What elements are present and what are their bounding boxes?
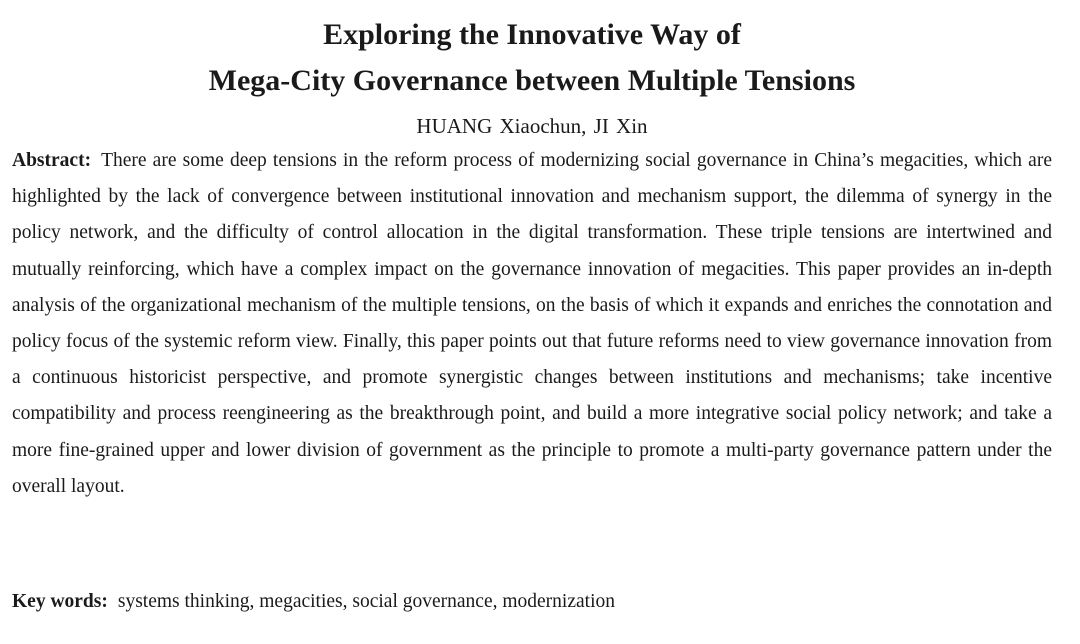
keywords-label: Key words: — [12, 591, 108, 612]
abstract-label: Abstract: — [12, 150, 92, 171]
keywords-text: systems thinking, megacities, social governance, modernization — [117, 591, 615, 612]
abstract-paragraph — [12, 143, 1052, 505]
paper-title-line-2: Mega-City Governance between Multiple Tensions — [208, 64, 856, 97]
keywords-line — [12, 584, 615, 620]
paper-title-line-1: Exploring the Innovative Way of — [323, 18, 741, 51]
author-line: HUANG Xiaochun, JI Xin — [416, 114, 648, 138]
abstract-text: There are some deep tensions in the reform process of modernizing social governance in China’s megacities, which are highlighted by the lack of convergence between institutional innovation and mechanism support, the dilemma of synergy in the policy network, and the difficulty of control allocation in the digital transformation. These triple tensions are intertwined and mutually reinforcing, which have a complex impact on the governance innovation of megacities. This paper provides an in-depth analysis of the organizational mechanism of the multiple tensions, on the basis of which it expands and enriches the connotation and policy focus of the systemic reform view. Finally, this paper points out that future reforms need to view governance innovation from a continuous historicist perspective, and promote synergistic changes between institutions and mechanisms; take incentive compatibility and process reengineering as the breakthrough point, and build a more integrative social policy network; and take a more fine-grained upper and lower division of government as the principle to promote a multi-party governance pattern under the overall layout. — [12, 150, 1052, 497]
